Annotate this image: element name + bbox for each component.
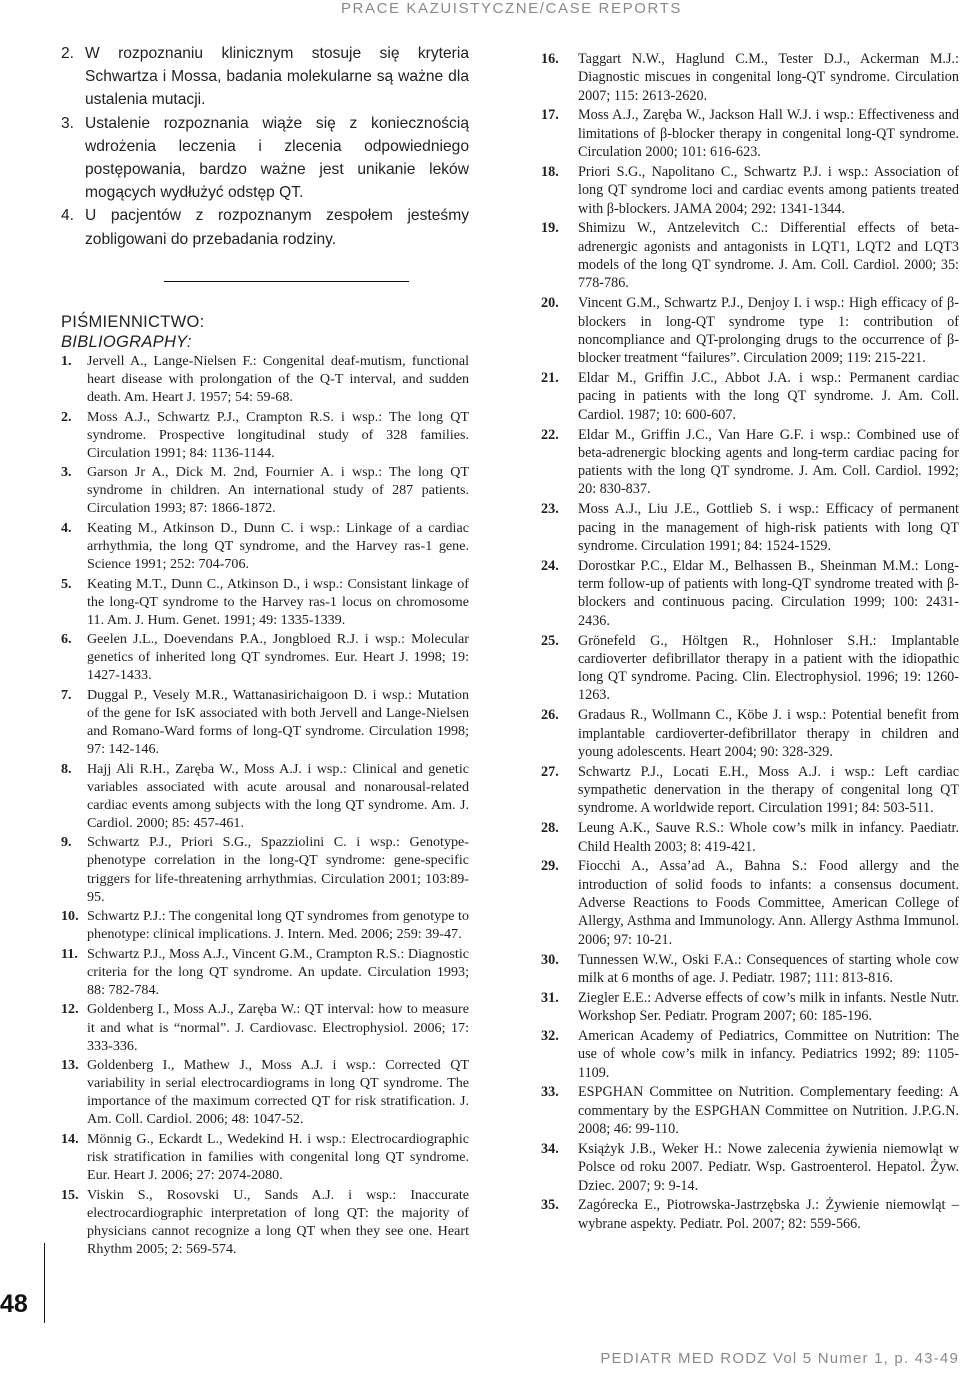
reference-number: 17.	[541, 107, 559, 124]
reference-number: 18.	[541, 163, 559, 180]
reference-list-right	[541, 50, 959, 1233]
reference-number: 7.	[61, 686, 72, 703]
reference-text: Zagórecka E., Piotrowska-Jastrzębska J.: Żywienie niemowląt – wybrane aspekty. Pediatr. Pol. 2007; 82: 559-566.	[578, 1197, 959, 1232]
reference-item	[61, 352, 469, 406]
reference-number: 32.	[541, 1027, 559, 1044]
reference-item	[61, 686, 469, 758]
reference-text: Geelen J.L., Doevendans P.A., Jongbloed R.J. i wsp.: Molecular genetics of inherited long QT syndromes. Eur. Heart J. 1998; 19: 1427-1433.	[87, 631, 469, 684]
reference-number: 14.	[61, 1130, 79, 1147]
reference-number: 5.	[61, 575, 72, 592]
reference-text: Garson Jr A., Dick M. 2nd, Fournier A. i wsp.: The long QT syndrome in children. An international study of 287 patients. Circulation 1993; 87: 1866-1872.	[87, 464, 469, 517]
reference-text: Keating M., Atkinson D., Dunn C. i wsp.: Linkage of a cardiac arrhythmia, the long QT syndrome, and the Harvey ras-1 gene. Science 1991; 252: 704-706.	[87, 519, 469, 573]
reference-number: 9.	[61, 834, 72, 851]
reference-text: Keating M.T., Dunn C., Atkinson D., i wsp.: Consistant linkage of the long-QT syndrome to the Harvey ras-1 locus on chromosome 11. Am. J. Hum. Genet. 1991; 49: 1335-1339.	[87, 575, 469, 628]
reference-number: 28.	[541, 820, 559, 837]
conclusion-text: Ustalenie rozpoznania wiąże się z koniecznością wdrożenia leczenia i zlecenia odpowiedniego postępowania, bardzo ważne jest unikanie leków mogących wydłużyć odstęp QT.	[85, 114, 469, 202]
reference-text: American Academy of Pediatrics, Committee on Nutrition: The use of whole cow’s milk in infancy. Pediatrics 1992; 89: 1105-1109.	[578, 1027, 959, 1081]
reference-item	[541, 1027, 959, 1082]
reference-item	[61, 1056, 469, 1128]
bibliography-title-pl: PIŚMIENNICTWO:	[61, 312, 205, 331]
reference-text: Moss A.J., Schwartz P.J., Crampton R.S. i wsp.: The long QT syndrome. Prospective longitudinal study of 328 families. Circulation 1991; 84: 1136-1144.	[87, 408, 469, 461]
reference-number: 35.	[541, 1197, 559, 1214]
reference-number: 33.	[541, 1084, 559, 1101]
reference-text: Moss A.J., Liu J.E., Gottlieb S. i wsp.: Efficacy of permanent pacing in the management of high-risk patients with long QT syndrome. Circulation 1991; 84: 1524-1529.	[578, 501, 959, 554]
reference-item	[541, 163, 959, 218]
reference-number: 34.	[541, 1140, 559, 1157]
reference-item	[541, 369, 959, 424]
reference-number: 10.	[61, 908, 79, 925]
reference-item	[61, 630, 469, 684]
reference-number: 15.	[61, 1186, 79, 1203]
reference-text: Viskin S., Rosovski U., Sands A.J. i wsp.: Inaccurate electrocardiographic interpretation of long QT: the majority of physicians cannot recognize a long QT when they see one. Heart Rhythm 2005; 2: 569-574.	[87, 1186, 469, 1257]
conclusion-number: 2.	[61, 45, 75, 62]
reference-text: Hajj Ali R.H., Zaręba W., Moss A.J. i wsp.: Clinical and genetic variables associated with acute arousal and nonarousal-related cardiac events among subjects with the long QT syndrome. Am. J. Cardiol. 2000; 85: 457-461.	[87, 760, 469, 831]
reference-item	[541, 500, 959, 555]
reference-text: Schwartz P.J., Priori S.G., Spazziolini C. i wsp.: Genotype-phenotype correlation in the long-QT syndrome: gene-specific triggers for life-threatening arrhythmias. Circulation 2001; 103:89-95.	[87, 834, 469, 905]
conclusion-text: U pacjentów z rozpoznanym zespołem jesteśmy zobligowani do przebadania rodziny.	[85, 207, 469, 248]
bibliography-title-en: BIBLIOGRAPHY:	[61, 332, 192, 351]
reference-item	[541, 1083, 959, 1138]
reference-text: Fiocchi A., Assa’ad A., Bahna S.: Food allergy and the introduction of solid foods to infants: a consensus document. Adverse Reactions to Foods Committee, American College of Allergy, Asthma and Immunology. Ann. Allergy Asthma Immunol. 2006; 97: 10-21.	[578, 858, 959, 948]
reference-text: Schwartz P.J., Locati E.H., Moss A.J. i wsp.: Left cardiac sympathetic denervation in the therapy of congenital long QT syndrome. A worldwide report. Circulation 1991; 84: 503-511.	[578, 763, 959, 817]
reference-item	[61, 519, 469, 573]
conclusion-item	[61, 112, 469, 205]
reference-text: Leung A.K., Sauve R.S.: Whole cow’s milk in infancy. Paediatr. Child Health 2003; 8: 419-421.	[578, 820, 959, 855]
reference-item	[541, 219, 959, 292]
reference-text: Taggart N.W., Haglund C.M., Tester D.J., Ackerman M.J.: Diagnostic miscues in congenital long-QT syndrome. Circulation 2007; 115: 2613-2620.	[578, 51, 959, 104]
reference-text: Ziegler E.E.: Adverse effects of cow’s milk in infants. Nestle Nutr. Workshop Ser. Pediatr. Program 2007; 60: 185-196.	[578, 989, 959, 1025]
reference-number: 12.	[61, 1001, 79, 1018]
reference-number: 13.	[61, 1057, 79, 1074]
reference-item	[541, 294, 959, 367]
reference-text: Jervell A., Lange-Nielsen F.: Congenital deaf-mutism, functional heart disease with prolongation of the Q-T interval, and sudden death. Am. Heart J. 1957; 54: 59-68.	[87, 352, 469, 406]
reference-item	[541, 857, 959, 948]
reference-item	[61, 945, 469, 999]
reference-item	[541, 106, 959, 161]
reference-text: Gradaus R., Wollmann C., Köbe J. i wsp.: Potential benefit from implantable cardioverter-defibrillator therapy in children and young adolescents. Heart 2004; 90: 328-329.	[578, 707, 959, 760]
reference-item	[541, 426, 959, 499]
reference-item	[61, 408, 469, 462]
reference-text: Książyk J.B., Weker H.: Nowe zalecenia żywienia niemowląt w Polsce od roku 2007. Pediatr. Wsp. Gastroenterol. Hepatol. Żyw. Dziec. 2007; 9: 9-14.	[578, 1140, 959, 1194]
reference-item	[541, 1196, 959, 1233]
conclusion-text: W rozpoznaniu klinicznym stosuje się kryteria Schwartza i Mossa, badania molekularne są ważne dla ustalenia mutacji.	[85, 45, 469, 109]
page-number-block	[0, 1245, 44, 1325]
reference-item	[61, 463, 469, 517]
conclusion-number: 4.	[61, 207, 75, 225]
reference-text: Priori S.G., Napolitano C., Schwartz P.J. i wsp.: Association of long QT syndrome loci and cardiac events among patients treated with β-blockers. JAMA 2004; 292: 1341-1344.	[578, 163, 959, 217]
reference-text: Goldenberg I., Mathew J., Moss A.J. i wsp.: Corrected QT variability in serial electrocardiograms in long QT syndrome. The importance of the maximum corrected QT for risk stratification. J. Am. Coll. Cardiol. 2006; 48: 1047-52.	[87, 1057, 469, 1128]
reference-text: Schwartz P.J.: The congenital long QT syndromes from genotype to phenotype: clinical implications. J. Intern. Med. 2006; 259: 39-47.	[87, 908, 469, 943]
reference-number: 6.	[61, 631, 72, 648]
reference-number: 21.	[541, 370, 559, 387]
reference-item	[541, 632, 959, 705]
reference-item	[61, 1186, 469, 1258]
reference-item	[61, 760, 469, 832]
reference-text: Mönnig G., Eckardt L., Wedekind H. i wsp.: Electrocardiographic risk stratification in families with congenital long QT syndrome. Eur. Heart J. 2006; 27: 2074-2080.	[87, 1130, 469, 1184]
reference-number: 19.	[541, 220, 559, 237]
reference-number: 8.	[61, 760, 72, 777]
reference-number: 16.	[541, 51, 559, 67]
reference-item	[541, 819, 959, 856]
reference-text: Goldenberg I., Moss A.J., Zaręba W.: QT interval: how to measure it and what is “normal”. J. Cardiovasc. Electrophysiol. 2006; 17: 333-336.	[87, 1001, 469, 1054]
reference-number: 11.	[61, 945, 78, 962]
reference-number: 26.	[541, 707, 559, 724]
page-number-rule	[44, 1243, 45, 1323]
reference-item	[61, 1000, 469, 1054]
right-column	[541, 50, 959, 1235]
conclusion-item	[61, 204, 469, 250]
section-divider	[164, 281, 409, 282]
reference-item	[61, 1130, 469, 1184]
reference-text: Shimizu W., Antzelevitch C.: Differential effects of beta-adrenergic agonists and antagonists in LQT1, LQT2 and LQT3 models of the long QT syndrome. J. Am. Coll. Cardiol. 2000; 35: 778-786.	[578, 220, 959, 292]
left-column	[61, 42, 469, 1259]
reference-item	[61, 907, 469, 943]
reference-number: 20.	[541, 295, 559, 312]
reference-text: Dorostkar P.C., Eldar M., Belhassen B., Sheinman M.M.: Long-term follow-up of patients with long-QT syndrome treated with β-blockers and continuous pacing. Circulation 1999; 100: 2431-2436.	[578, 557, 959, 629]
reference-item	[541, 1140, 959, 1195]
conclusion-item	[61, 42, 469, 112]
reference-text: Duggal P., Vesely M.R., Wattanasirichaigoon D. i wsp.: Mutation of the gene for IsK associated with both Jervell and Lange-Nielsen and Romano-Ward forms of long-QT syndrome. Circulation 1998; 97: 142-146.	[87, 686, 469, 758]
reference-item	[541, 706, 959, 761]
reference-list-left	[61, 352, 469, 1258]
reference-number: 4.	[61, 519, 72, 536]
reference-text: Eldar M., Griffin J.C., Abbot J.A. i wsp.: Permanent cardiac pacing in patients with the long QT syndrome. J. Am. Coll. Cardiol. 1987; 10: 600-607.	[578, 370, 959, 423]
conclusions-list	[61, 42, 469, 251]
conclusion-number: 3.	[61, 114, 75, 132]
reference-text: Eldar M., Griffin J.C., Van Hare G.F. i wsp.: Combined use of beta-adrenergic blocking agents and long-term cardiac pacing for patients with the long QT syndrome. J. Am. Coll. Cardiol. 1992; 20: 830-837.	[578, 426, 959, 498]
reference-number: 31.	[541, 989, 559, 1006]
reference-number: 23.	[541, 501, 559, 518]
reference-item	[541, 951, 959, 988]
journal-footer: PEDIATR MED RODZ Vol 5 Numer 1, p. 43-49	[600, 1350, 959, 1367]
page-number: 48	[0, 1290, 28, 1318]
reference-text: Vincent G.M., Schwartz P.J., Denjoy I. i wsp.: High efficacy of β-blockers in long-QT syndrome type 1: contribution of noncompliance and QT-prolonging drugs to the occurrence of β-blocker treatment “failures”. Circulation 2009; 119: 215-221.	[578, 295, 959, 367]
reference-number: 25.	[541, 632, 559, 649]
reference-number: 1.	[61, 352, 72, 369]
reference-text: ESPGHAN Committee on Nutrition. Complementary feeding: A commentary by the ESPGHAN Committee on Nutrition. J.P.G.N. 2008; 46: 99-110.	[578, 1084, 959, 1138]
reference-text: Tunnessen W.W., Oski F.A.: Consequences of starting whole cow milk at 6 months of age. J. Pediatr. 1987; 111: 813-816.	[578, 951, 959, 986]
reference-item	[541, 989, 959, 1026]
section-header: PRACE KAZUISTYCZNE/CASE REPORTS	[340, 0, 682, 17]
reference-item	[61, 575, 469, 629]
reference-item	[61, 833, 469, 905]
reference-text: Schwartz P.J., Moss A.J., Vincent G.M., Crampton R.S.: Diagnostic criteria for the long QT syndrome. An update. Circulation 1993; 88: 782-784.	[87, 945, 469, 998]
reference-number: 30.	[541, 951, 559, 968]
reference-item	[541, 557, 959, 630]
reference-number: 29.	[541, 858, 559, 875]
reference-number: 22.	[541, 426, 559, 443]
reference-text: Moss A.J., Zaręba W., Jackson Hall W.J. i wsp.: Effectiveness and limitations of β-blocker therapy in congenital long-QT syndrome. Circulation 2000; 101: 616-623.	[578, 107, 959, 161]
reference-number: 27.	[541, 763, 559, 780]
reference-number: 2.	[61, 408, 72, 425]
reference-item	[541, 50, 959, 105]
reference-item	[541, 763, 959, 818]
reference-number: 24.	[541, 557, 559, 574]
reference-text: Grönefeld G., Höltgen R., Hohnloser S.H.: Implantable cardioverter defibrillator therapy in a patient with the idiopathic long QT syndrome. Pacing. Clin. Electrophysiol. 1996; 19: 1260-1263.	[578, 632, 959, 704]
reference-number: 3.	[61, 464, 72, 481]
